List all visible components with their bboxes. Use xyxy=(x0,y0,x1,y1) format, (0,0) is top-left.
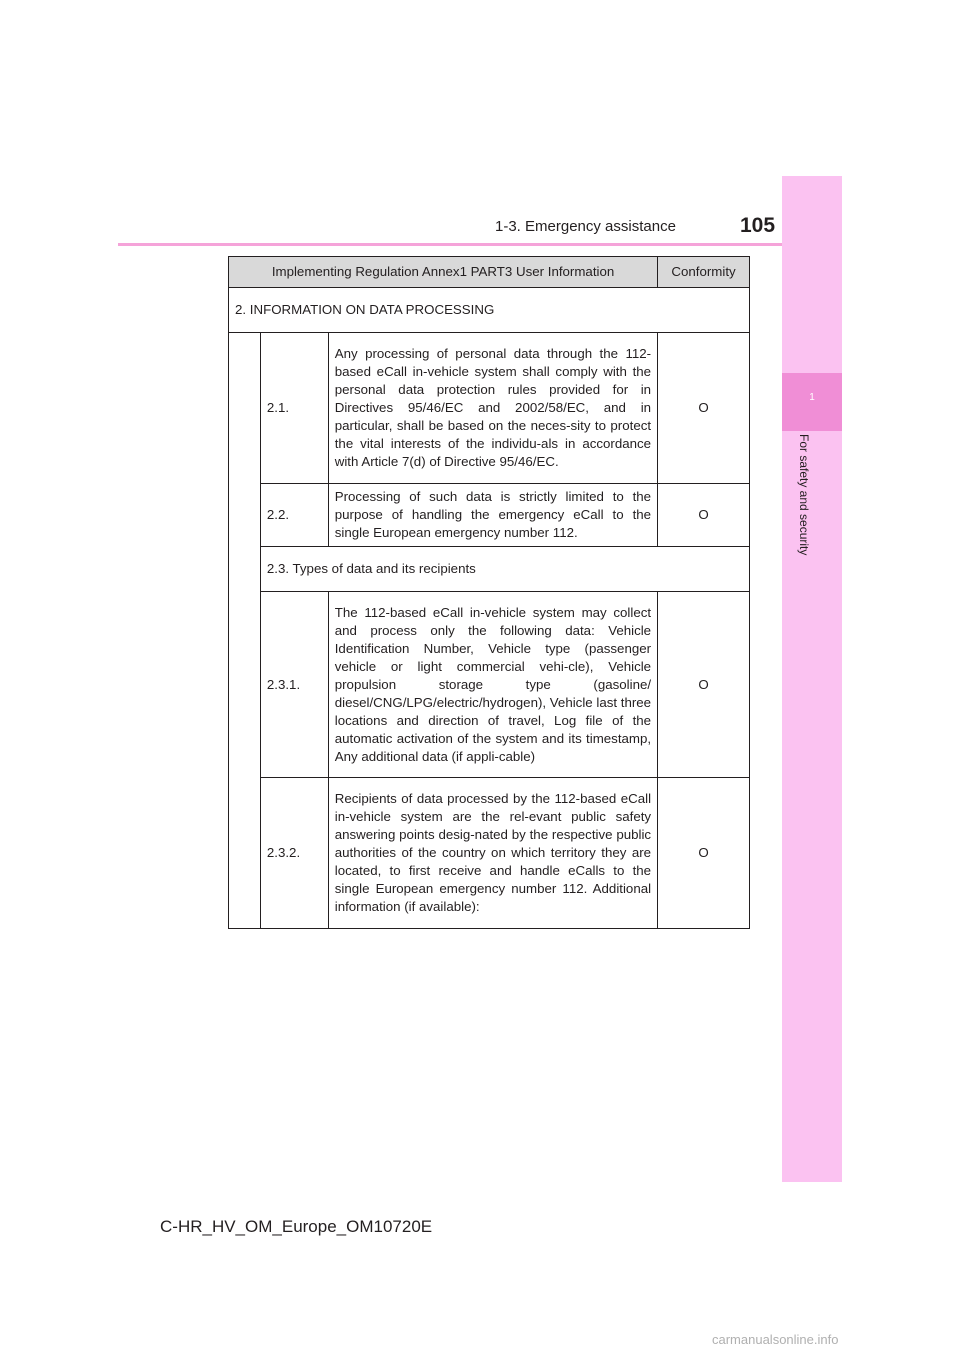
page-number: 105 xyxy=(740,214,776,237)
table-row xyxy=(229,592,750,778)
chapter-side-tab xyxy=(782,176,842,1182)
table-header-row xyxy=(229,257,750,288)
chapter-label: For safety and security xyxy=(797,434,811,556)
row-conformity: O xyxy=(658,778,750,929)
section-title: 1-3. Emergency assistance xyxy=(495,218,676,235)
row-text: The 112-based eCall in-vehicle system may collect and process only the following data: Vehicle Identification Number, Vehicle type (passenger vehicle or light commercial vehi-cle), Vehicle propulsion storage type (gasoline/ diesel/CNG/LPG/electric/hydrogen), Vehicle last three locations and direction of travel, Log file of the automatic activation of the system and its timestamp, Any additional data (if appli-cable) xyxy=(328,592,657,778)
table-row xyxy=(229,484,750,547)
subsection-row xyxy=(229,547,750,592)
row-text: Any processing of personal data through the 112-based eCall in-vehicle system shall comply with the personal data protection rules provided for in Directives 95/46/EC and 2002/58/EC, and in particular, shall be based on the neces-sity to protect the vital interests of the individu-als in accordance with Article 7(d) of Directive 95/46/EC. xyxy=(328,333,657,484)
row-conformity: O xyxy=(658,333,750,484)
table-row xyxy=(229,333,750,484)
table-row xyxy=(229,778,750,929)
row-conformity: O xyxy=(658,592,750,778)
header-divider xyxy=(118,243,842,246)
chapter-number: 1 xyxy=(809,392,815,403)
row-number: 2.2. xyxy=(260,484,328,547)
subsection-title-cell: 2.3. Types of data and its recipients xyxy=(260,547,749,592)
row-number: 2.3.1. xyxy=(260,592,328,778)
user-information-table xyxy=(228,256,750,929)
row-conformity: O xyxy=(658,484,750,547)
row-number: 2.1. xyxy=(260,333,328,484)
indent-cell xyxy=(229,333,261,929)
column-header-conformity: Conformity xyxy=(658,257,750,288)
document-code: C-HR_HV_OM_Europe_OM10720E xyxy=(160,1217,433,1236)
row-text: Processing of such data is strictly limited to the purpose of handling the emergency eCall to the single European emergency number 112. xyxy=(328,484,657,547)
section-row xyxy=(229,288,750,333)
column-header-information: Implementing Regulation Annex1 PART3 User Information xyxy=(229,257,658,288)
section-title-cell: 2. INFORMATION ON DATA PROCESSING xyxy=(229,288,750,333)
row-number: 2.3.2. xyxy=(260,778,328,929)
watermark: carmanualsonline.info xyxy=(712,1332,839,1347)
row-text: Recipients of data processed by the 112-based eCall in-vehicle system are the rel-evant public safety answering points desig-nated by the respective public authorities of the country on which territory they are located, to first receive and handle eCalls to the single European emergency number 112. Additional information (if available): xyxy=(328,778,657,929)
